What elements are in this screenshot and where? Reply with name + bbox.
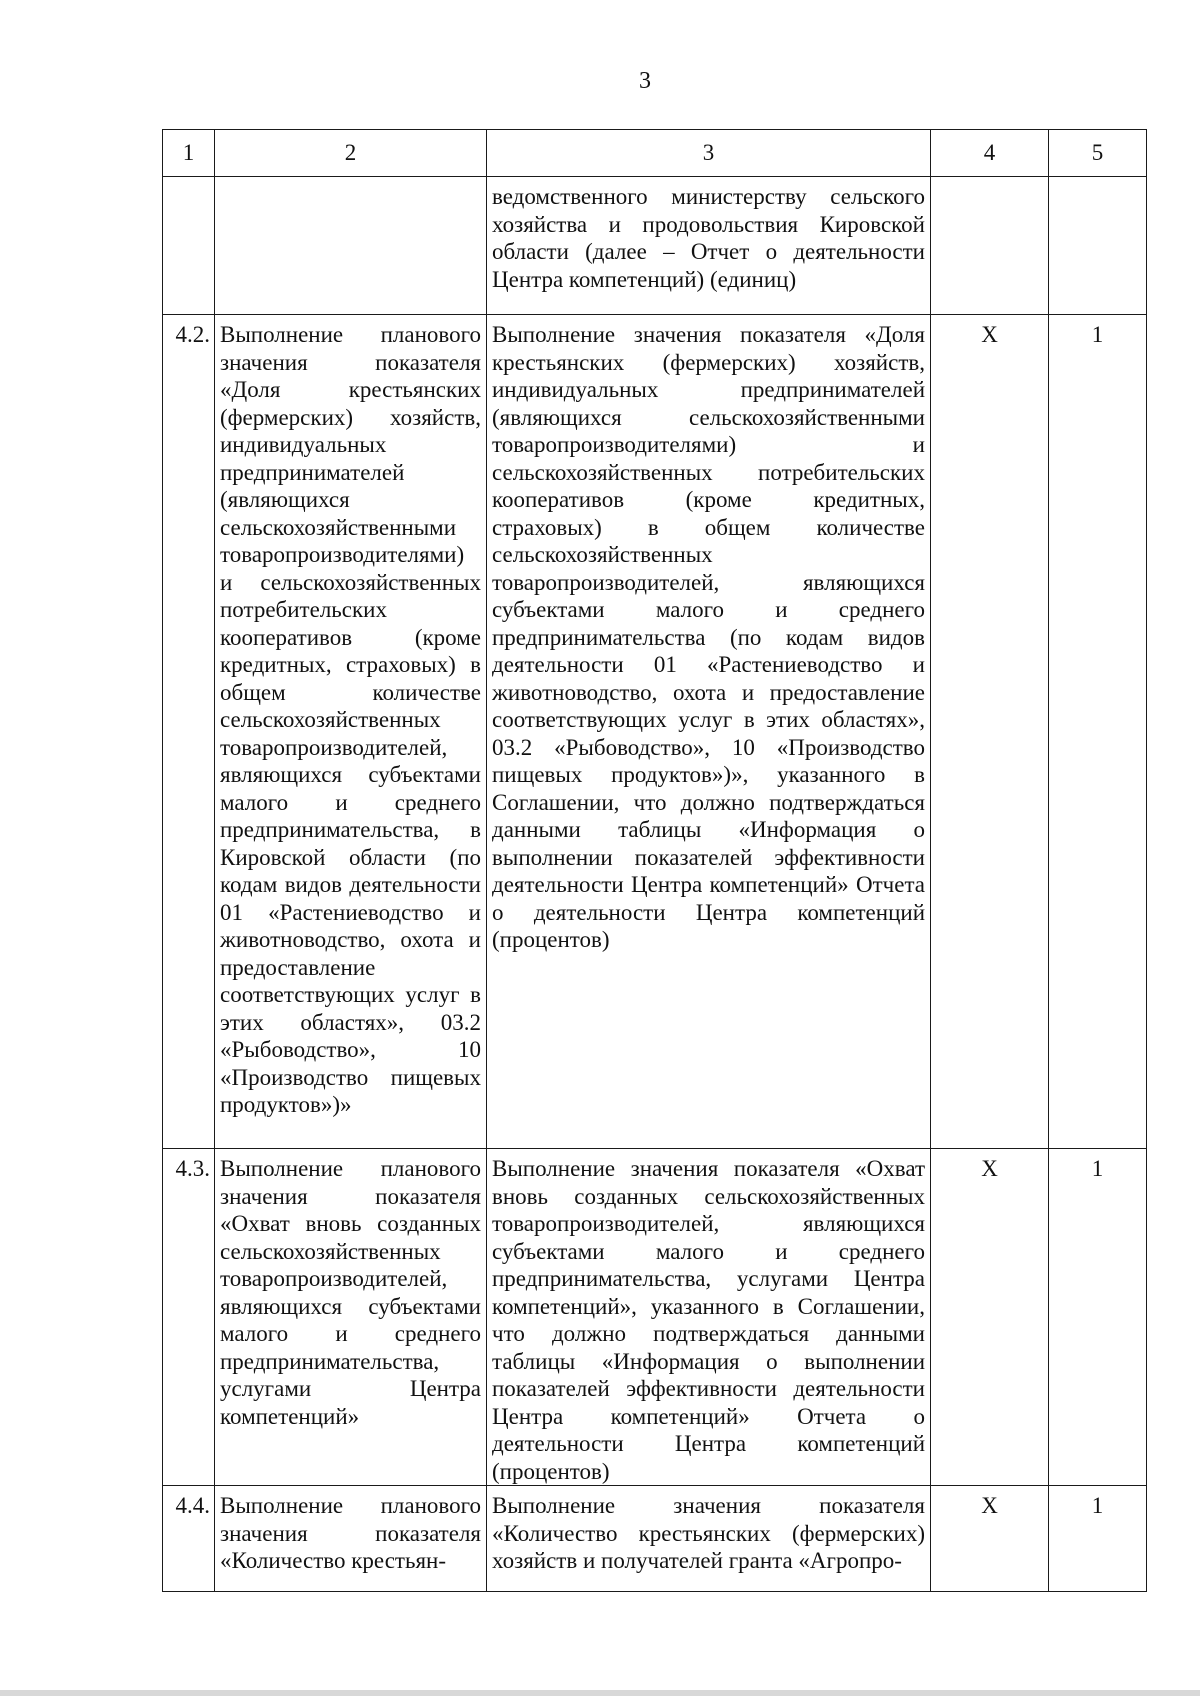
- table-row: [163, 1149, 1147, 1486]
- row-number: [163, 177, 215, 315]
- header-cell-3: 3: [487, 130, 931, 177]
- document-table: [162, 129, 1147, 1592]
- page-number: 3: [639, 68, 651, 94]
- indicator-name: Выполнение планового значения показателя «Доля крестьянских (фермерских) хозяйств, индивидуальных предпринимателей (являющихся сельскохозяйственными товаропроизводителями) и сельскохозяйственных потребительских кооперативов (кроме кредитных, страховых) в общем количестве сельскохозяйственных товаропроизводителей, являющихся субъектами малого и среднего предпринимательства, в Кировской области (по кодам видов деятельности 01 «Растениеводство и животноводство, охота и предоставление соответствующих услуг в этих областях», 03.2 «Рыбоводство», 10 «Производство пищевых продуктов»)»: [215, 315, 487, 1149]
- column-4-value: X: [931, 1149, 1049, 1486]
- indicator-description: ведомственного министерству сельского хозяйства и продовольствия Кировской области (далее – Отчет о деятельности Центра компетенций) (единиц): [487, 177, 931, 315]
- column-5-value: 1: [1049, 1486, 1147, 1592]
- table-row: [163, 315, 1147, 1149]
- scan-bottom-edge: [0, 1690, 1200, 1696]
- table-row: [163, 1486, 1147, 1592]
- indicator-description: Выполнение значения показателя «Охват вновь созданных сельскохозяйственных товаропроизводителей, являющихся субъектами малого и среднего предпринимательства, услугами Центра компетенций», указанного в Соглашении, что должно подтверждаться данными таблицы «Информация о выполнении показателей эффективности деятельности Центра компетенций» Отчета о деятельности Центра компетенций (процентов): [487, 1149, 931, 1486]
- row-number: 4.4.: [163, 1486, 215, 1592]
- header-cell-5: 5: [1049, 130, 1147, 177]
- indicator-name: [215, 177, 487, 315]
- table-row: [163, 177, 1147, 315]
- indicator-description: Выполнение значения показателя «Доля крестьянских (фермерских) хозяйств, индивидуальных предпринимателей (являющихся сельскохозяйственными товаропроизводителями) и сельскохозяйственных потребительских кооперативов (кроме кредитных, страховых) в общем количестве сельскохозяйственных товаропроизводителей, являющихся субъектами малого и среднего предпринимательства (по кодам видов деятельности 01 «Растениеводство и животноводство, охота и предоставление соответствующих услуг в этих областях», 03.2 «Рыбоводство», 10 «Производство пищевых продуктов»)», указанного в Соглашении, что должно подтверждаться данными таблицы «Информация о выполнении показателей эффективности деятельности Центра компетенций» Отчета о деятельности Центра компетенций (процентов): [487, 315, 931, 1149]
- header-cell-4: 4: [931, 130, 1049, 177]
- header-cell-1: 1: [163, 130, 215, 177]
- column-5-value: 1: [1049, 315, 1147, 1149]
- indicator-name: Выполнение планового значения показателя «Охват вновь созданных сельскохозяйственных товаропроизводителей, являющихся субъектами малого и среднего предпринимательства, услугами Центра компетенций»: [215, 1149, 487, 1486]
- column-5-value: 1: [1049, 1149, 1147, 1486]
- column-4-value: X: [931, 1486, 1049, 1592]
- column-4-value: X: [931, 315, 1049, 1149]
- indicator-name: Выполнение планового значения показателя «Количество крестьян-: [215, 1486, 487, 1592]
- column-5-value: [1049, 177, 1147, 315]
- indicator-description: Выполнение значения показателя «Количество крестьянских (фермерских) хозяйств и получателей гранта «Агропро-: [487, 1486, 931, 1592]
- row-number: 4.3.: [163, 1149, 215, 1486]
- header-cell-2: 2: [215, 130, 487, 177]
- column-4-value: [931, 177, 1049, 315]
- table-header-row: [163, 130, 1147, 177]
- row-number: 4.2.: [163, 315, 215, 1149]
